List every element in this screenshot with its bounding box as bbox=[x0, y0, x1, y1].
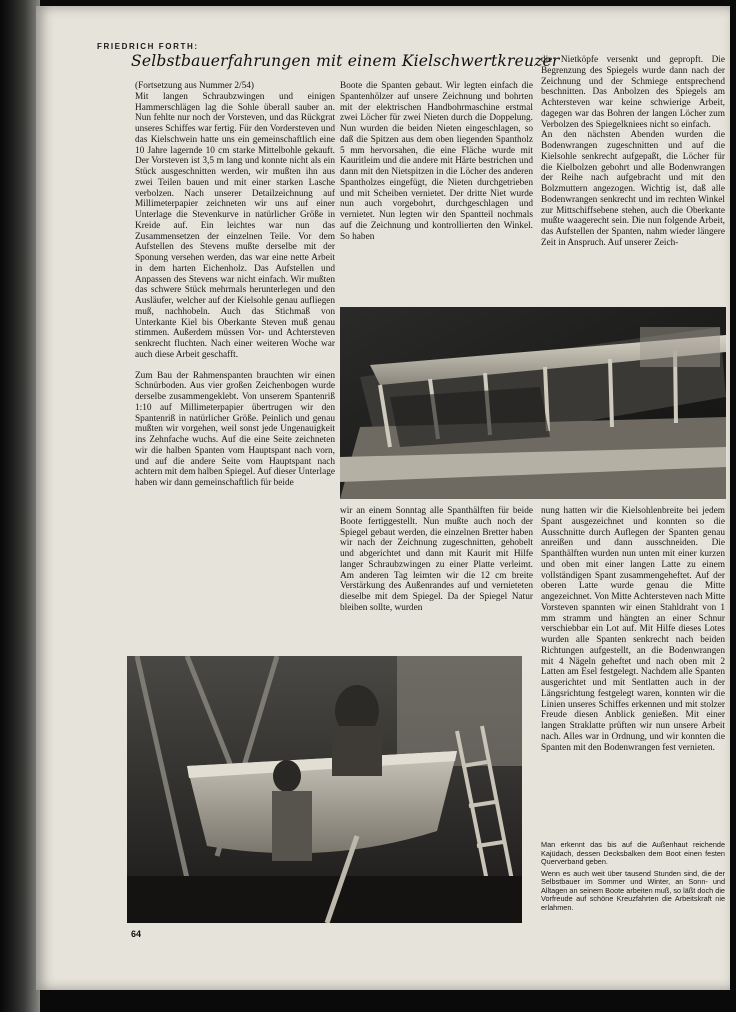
paragraph: wir an einem Sonntag alle Spanthälften für beide Boote fertiggestellt. Nun mußte auch noch der Spiegel gebaut werden, die einzelnen Bretter haben wir nach der Zeichnung zugeschnitten, gehobelt und abgerichtet und dann mit Kaurit mit Hilfe langer Schraubzwingen zu einer Platte verleimt. Am anderen Tag leimten wir die 12 cm breite Verstärkung des Außenrandes auf und vernieteten dieselbe mit dem Spiegel. Da der Spiegel Natur bleiben sollte, wurden bbox=[340, 506, 533, 613]
photo-captions bbox=[541, 841, 725, 915]
photo-boat-hull-frames bbox=[340, 307, 726, 499]
caption: Wenn es auch weit über tausend Stunden sind, die der Selbstbauer im Sommer und Winter, an Sonn- und Alltagen an seinem Boote arbeiten muß, so läßt doch die Vorfreude auf schöne Kreuzfahrten die Arbeitskraft nie erlahmen. bbox=[541, 868, 725, 912]
paragraph: nung hatten wir die Kielsohlenbreite bei jedem Spant ausgezeichnet und konnten so die Ausschnitte durch Auflegen der Spanten genau anreißen und dann ausschneiden. Die Spanthälften wurden nun unten mit einer kurzen und oben mit einer langen Latte zu einem vollständigen Spant zusammengeheftet. Auf der oberen Latte wurde genau die Mitte angezeichnet. Von Mitte Achtersteven nach Mitte Vorsteven spannten wir einen Stahldraht von 1 mm stramm und hängten an einer Schnur verschiebbar ein Lot auf. Mit Hilfe dieses Lotes wurden alle Spanten senkrecht nach beiden Richtungen aufgestellt, an die Bodenwrangen mit 4 Nägeln geheftet und nach oben mit 2 Latten am Esel festgelegt. Nachdem alle Spanten ausgerichtet und mit Sentlatten auch in der Längsrichtung festgelegt waren, konnten wir die Linien unseres Schiffes erkennen und mit stolzer Freude diesen Anblick genießen. Mit einer langen Straklatte prüften wir nun unsere Arbeit nach. Alles war in Ordnung, und wir konnten die Spanten mit den Bodenwrangen fest vernieten. bbox=[541, 506, 725, 753]
paragraph: Boote die Spanten gebaut. Wir legten einfach die Spantenhölzer auf unsere Zeichnung und bohrten mit der elektrischen Handbohrmaschine erstmal zwei Löcher für zwei Nieten durch die Doppelung. Nun wurden die beiden Nieten eingeschlagen, so daß die Spitzen aus dem oben liegenden Spantholz 5 mm hervorsahen, die eine Fläche wurde mit Kauritleim und die andere mit Härte bestrichen und dann mit den Nietspitzen in die Löcher des anderen Spantholzes eingefügt, die Nieten durchgetrieben und mit Scheiben vernietet. Der dritte Niet wurde nun auch vorgebohrt, durchgeschlagen und vernietet. Nun legten wir den Spantteil nochmals auf die Zeichnung und kontrollierten den Winkel. So haben bbox=[340, 81, 533, 242]
book-spine bbox=[0, 0, 40, 1012]
paragraph: Zum Bau der Rahmenspanten brauchten wir einen Schnürboden. Aus vier großen Zeichenbogen wurde derselbe zusammengeklebt. Von unserem Spantenriß 1:10 auf Millimeterpapier übertrugen wir den Spantenriß in natürlicher Größe. Peinlich und genau mußten wir vorgehen, weil sonst jede Ungenauigkeit ins Zehnfache wuchs. Auf die eine Seite zeichneten wir die halben Spanten vom Hauptspant nach vorn, und auf die andere Seite vom Hauptspant nach achtern mit dem halben Spiegel. Auf dieser Unterlage haben wir dann gemeinschaftlich für beide bbox=[135, 370, 335, 488]
text-column-2-bottom bbox=[340, 506, 533, 614]
caption: Man erkennt das bis auf die Außenhaut reichende Kajüdach, dessen Decksbalken dem Boot einen festen Querverband geben. bbox=[541, 840, 725, 866]
continuation-note: (Fortsetzung aus Nummer 2/54) bbox=[135, 81, 255, 91]
paragraph: die Nietköpfe versenkt und gepropft. Die Begrenzung des Spiegels wurde dann nach der Zeichnung und der Schmiege entsprechend beschnitten. Das Anbolzen des Spiegels am Achtersteven war keine schwierige Arbeit, dagegen war das Bohren der langen Löcher zum Verbolzen des Spiegelkniees nicht so einfach. bbox=[541, 55, 725, 130]
text-column-3-top bbox=[541, 55, 725, 249]
text-column-3-bottom bbox=[541, 506, 725, 753]
photo-boat-builders-shed bbox=[127, 656, 522, 923]
article-title: Selbstbauerfahrungen mit einem Kielschwertkreuzer bbox=[131, 52, 560, 70]
paragraph: Mit langen Schraubzwingen und einigen Hammerschlägen lag die Sohle überall sauber an. Nun fehlte nur noch der Vorsteven, und das Rückgrat unseres Schiffes war fertig. Für den Vordersteven und das Kielschwein hatte uns ein gemeinschaftlich eine 10 Jahre lagernde 10 cm starke Mittelbohle gekauft. Der Vorsteven ist 3,5 m lang und konnte nicht als ein Stück ausgeschnitten werden, wir mußten ihn aus zwei Teilen bauen und mit einer starken Lasche verbolzen. Nach unserer Detailzeichnung auf Millimeterpapier zeichneten wir uns auf einer Unterlage die Stevenkurve in natürlicher Größe in Kreide auf. Ein leichtes war nun das Zusammensetzen der einzelnen Teile. Vor dem Aufstellen des Stevens mußte derselbe mit der Sponung versehen werden, das war eine nette Arbeit in dem harten Eichenholz. Das Aufstellen und Anpassen des Stevens war nicht einfach. Wir mußten das schwere Stück mehrmals herunterlegen und den Ausläufer, welcher auf der Kielsohle genau aufliegen muß, nachhobeln. Auch das Stichmaß von Unterkante Kiel bis Oberkante Steven muß genau stimmen. Außerdem müssen Vor- und Achtersteven senkrecht fluchten. Nach einer weiteren Woche war auch diese Arbeit geschafft. bbox=[135, 91, 335, 360]
text-column-2-top bbox=[340, 81, 533, 242]
text-column-1 bbox=[135, 81, 335, 489]
article-author: FRIEDRICH FORTH: bbox=[97, 42, 199, 51]
page-number: 64 bbox=[131, 929, 142, 939]
paragraph: An den nächsten Abenden wurden die Bodenwrangen zugeschnitten und auf die Kielsohle senkrecht aufgepaßt, die Löcher für die Kielbolzen gebohrt und alle Bodenwrangen der Reihe nach aufgebracht und mit den Bolzmuttern angezogen. Wichtig ist, daß alle Bodenwrangen senkrecht und im rechten Winkel zur Mittschiffsebene stehen, auch die Oberkante mußte waagerecht sein. Die nun folgende Arbeit, das Aufstellen der Spanten, nahm wieder längere Zeit in Anspruch. Auf unserer Zeich- bbox=[541, 130, 725, 248]
